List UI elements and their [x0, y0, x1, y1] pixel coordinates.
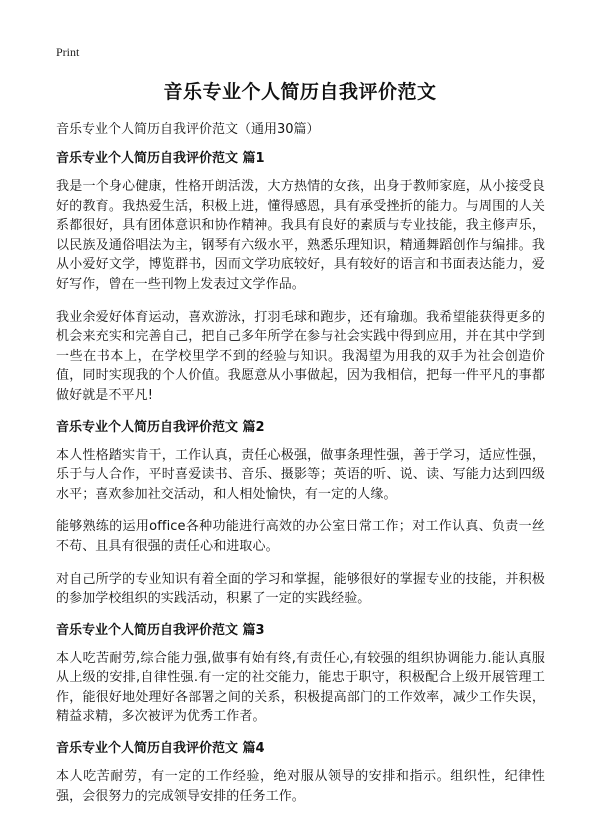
section-3 [56, 622, 545, 727]
document-body [56, 150, 545, 819]
paragraph: 本人吃苦耐劳，有一定的工作经验，绝对服从领导的安排和指示。组织性，纪律性强，会很努力的完成领导安排的任务工作。 [56, 769, 545, 804]
section-4 [56, 740, 545, 806]
paragraph: 能够熟练的运用office各种功能进行高效的办公室日常工作；对工作认真、负责一丝不苟、且具有很强的责任心和进取心。 [56, 519, 545, 554]
section-heading: 音乐专业个人简历自我评价范文 篇4 [56, 741, 265, 757]
print-link[interactable]: Print [56, 45, 80, 59]
section-heading: 音乐专业个人简历自我评价范文 篇2 [56, 419, 265, 435]
document-title: 音乐专业个人简历自我评价范文 [163, 81, 437, 103]
paragraph: 本人性格踏实肯干，工作认真，责任心极强，做事条理性强，善于学习，适应性强，乐于与人合作，平时喜爱读书、音乐、摄影等；英语的听、说、读、写能力达到四级水平；喜欢参加社交活动，和人相处愉快，有一定的人缘。 [56, 447, 545, 502]
section-1 [56, 150, 545, 406]
section-heading: 音乐专业个人简历自我评价范文 篇1 [56, 151, 265, 166]
paragraph: 我业余爱好体育运动，喜欢游泳，打羽毛球和跑步，还有瑜珈。我希望能获得更多的机会来充实和完善自己，把自己多年所学在参与社会实践中得到应用，并在其中学到一些在书本上，在学校里学不到的经验与知识。我渴望为用我的双手为社会创造价值，同时实现我的个人价值。我愿意从小事做起，因为我相信，把每一件平凡的事都做好就是不平凡! [56, 309, 545, 403]
paragraph: 对自己所学的专业知识有着全面的学习和掌握，能够很好的掌握专业的技能，并积极的参加学校组织的实践活动，积累了一定的实践经验。 [56, 571, 545, 607]
document-subtitle: 音乐专业个人简历自我评价范文（通用30篇） [56, 122, 320, 137]
paragraph: 我是一个身心健康，性格开朗活泼，大方热情的女孩，出身于教师家庭，从小接受良好的教育。我热爱生活，积极上进，懂得感恩，具有承受挫折的能力。与周围的人关系都很好，具有团体意识和协作精神。我具有良好的素质与专业技能，我主修声乐，以民族及通俗唱法为主，钢琴有六级水平，熟悉乐理知识，精通舞蹈创作与编排。我从小爱好文学，博览群书，因而文学功底较好，具有较好的语言和书面表达能力，爱好写作，曾在一些刊物上发表过文学作品。 [56, 179, 545, 292]
paragraph: 本人吃苦耐劳,综合能力强,做事有始有终,有责任心,有较强的组织协调能力.能认真服从上级的安排,自律性强.有一定的社交能力，能忠于职守，积极配合上级开展管理工作，能很好地处理好各部署之间的关系，积极提高部门的工作效率，减少工作失误，精益求精，多次被评为优秀工作者。 [56, 650, 545, 725]
section-heading: 音乐专业个人简历自我评价范文 篇3 [56, 622, 265, 638]
section-2 [56, 419, 545, 609]
